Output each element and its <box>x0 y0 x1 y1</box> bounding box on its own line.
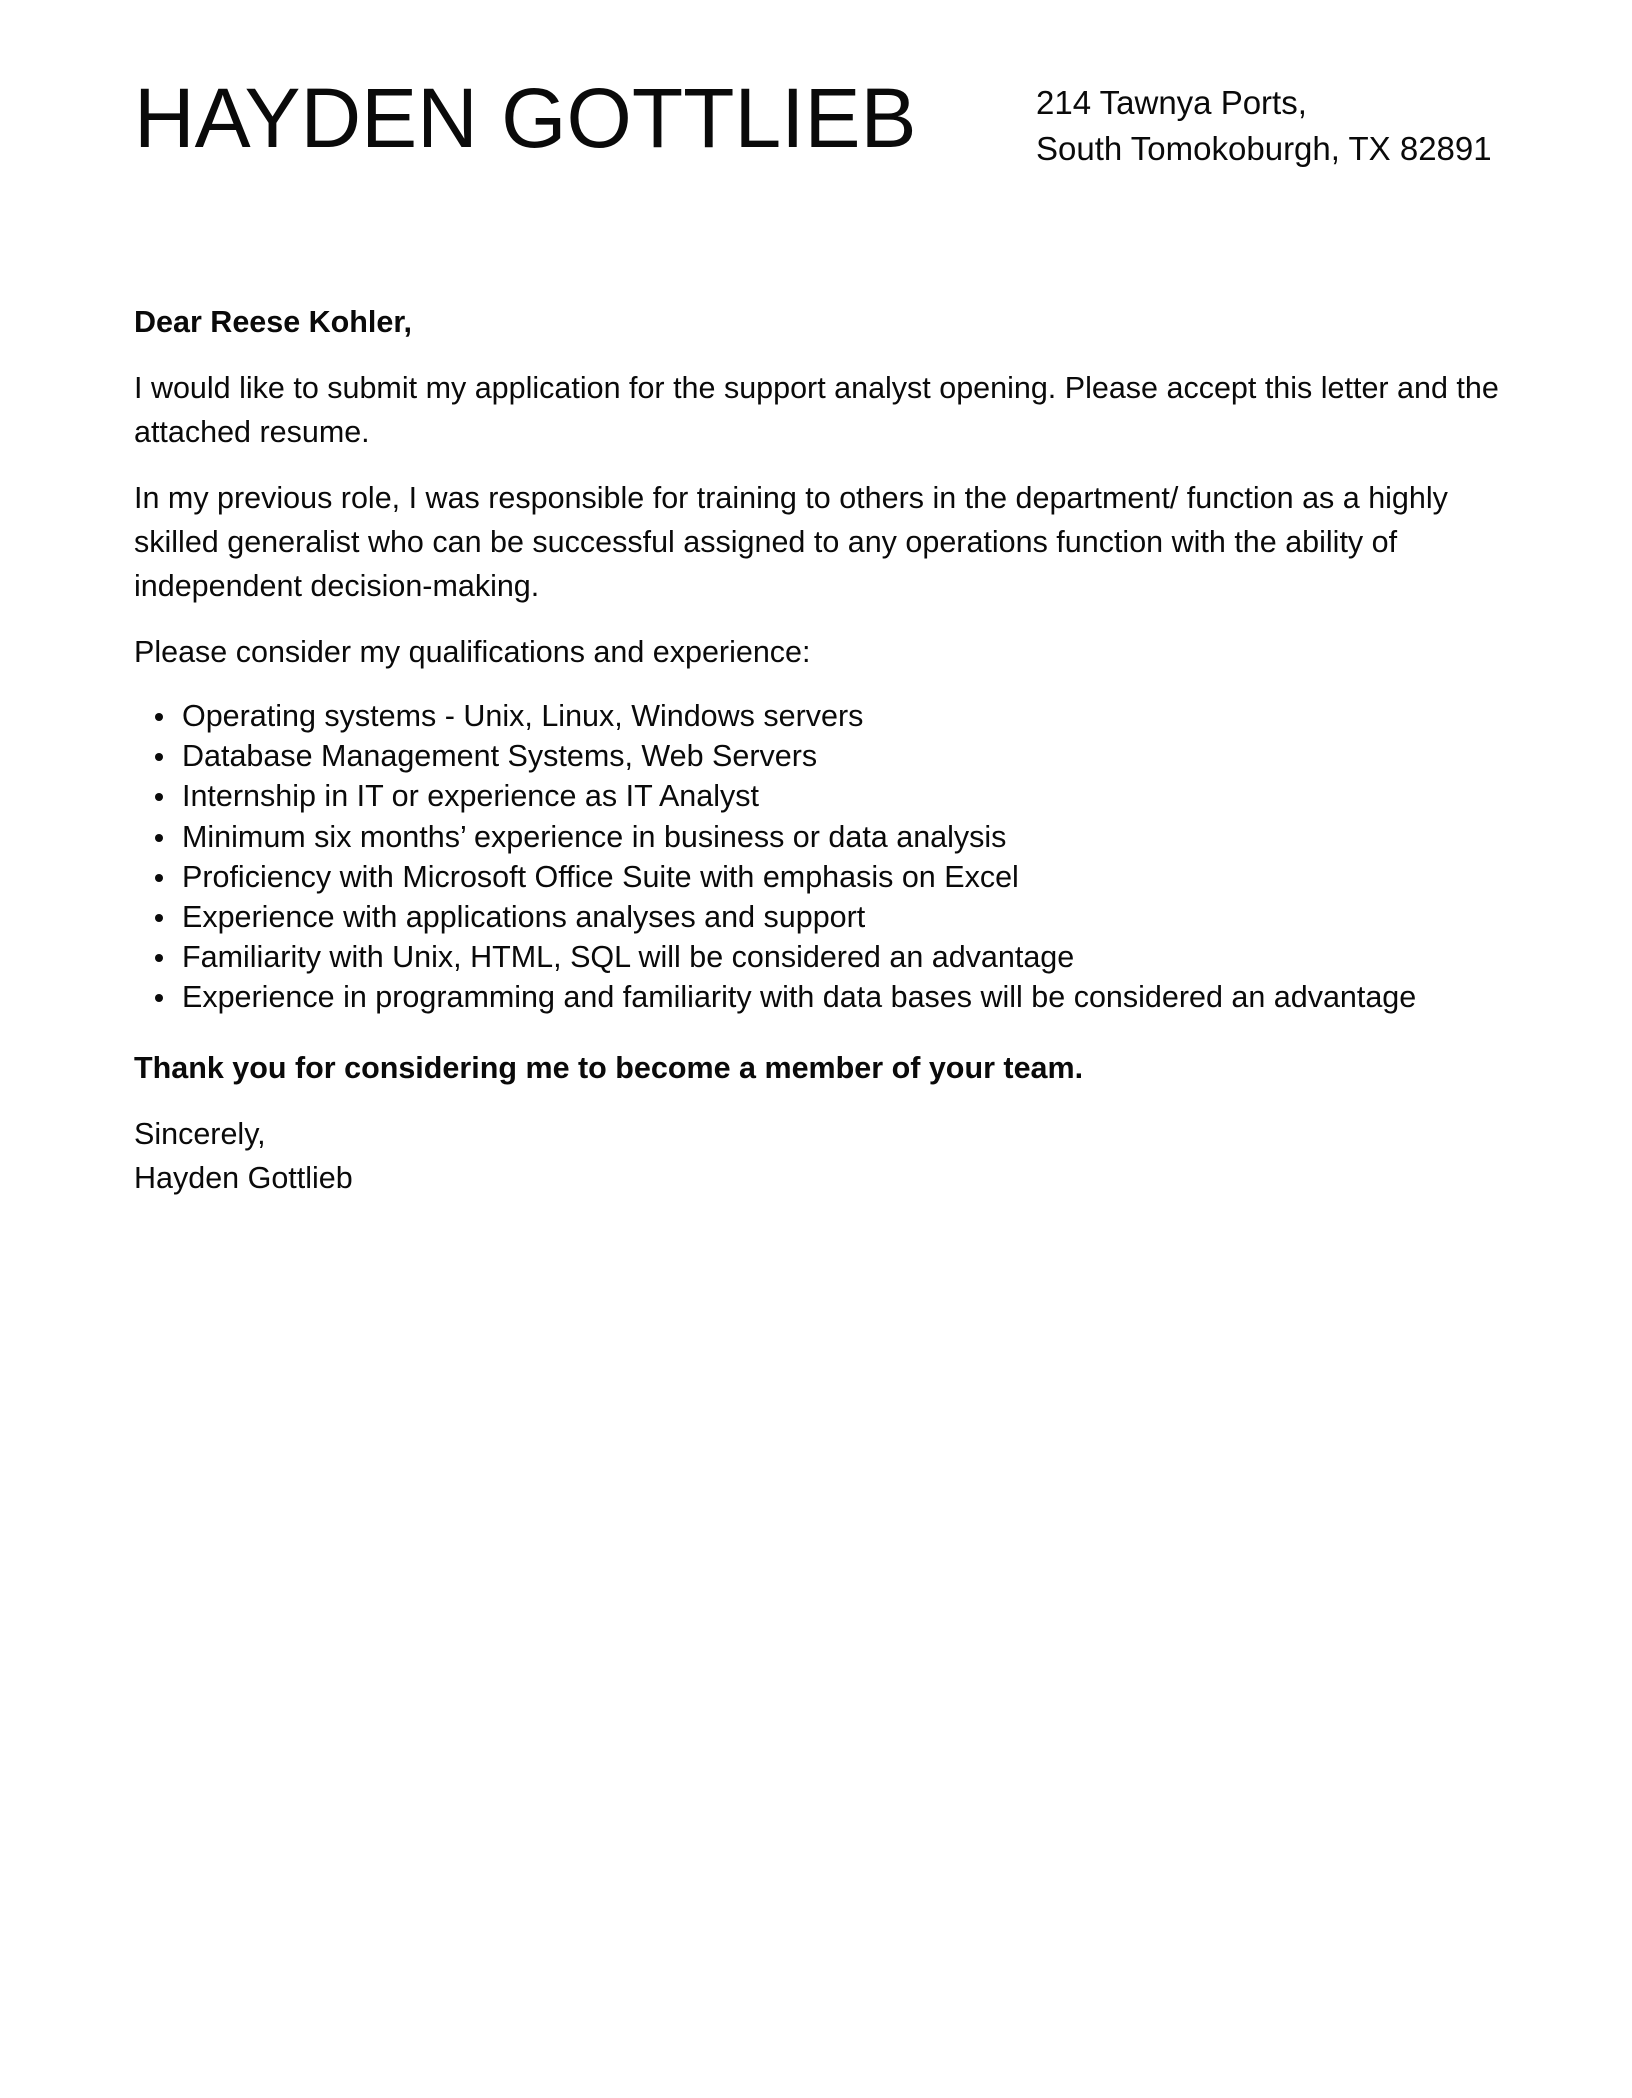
list-item: Experience with applications analyses and support <box>182 897 1504 937</box>
letter-body <box>134 300 1504 1200</box>
address-line-1: 214 Tawnya Ports, <box>1036 84 1307 121</box>
address-line-2: South Tomokoburgh, TX 82891 <box>1036 130 1492 167</box>
list-item: Database Management Systems, Web Servers <box>182 736 1504 776</box>
applicant-address <box>1036 80 1492 172</box>
salutation: Dear Reese Kohler, <box>134 305 413 339</box>
signature-name: Hayden Gottlieb <box>134 1160 353 1195</box>
qualifications-intro: Please consider my qualifications and experience: <box>134 635 811 669</box>
intro-paragraph: I would like to submit my application for the support analyst opening. Please accept this letter and the attached resume. <box>134 371 1499 449</box>
list-item: Operating systems - Unix, Linux, Windows servers <box>182 696 1504 736</box>
list-item: Familiarity with Unix, HTML, SQL will be considered an advantage <box>182 937 1504 977</box>
qualifications-list <box>134 696 1504 1018</box>
closing-word: Sincerely, <box>134 1116 266 1151</box>
experience-paragraph: In my previous role, I was responsible for training to others in the department/ function as a highly skilled generalist who can be successful assigned to any operations function with the ability of independent decision-making. <box>134 481 1448 603</box>
list-item: Internship in IT or experience as IT Analyst <box>182 776 1504 816</box>
thank-you-line: Thank you for considering me to become a member of your team. <box>134 1050 1084 1085</box>
applicant-name: HAYDEN GOTTLIEB <box>134 71 917 165</box>
list-item: Experience in programming and familiarity with data bases will be considered an advantage <box>182 977 1504 1017</box>
list-item: Proficiency with Microsoft Office Suite with emphasis on Excel <box>182 857 1504 897</box>
list-item: Minimum six months’ experience in business or data analysis <box>182 817 1504 857</box>
signoff <box>134 1112 1504 1200</box>
